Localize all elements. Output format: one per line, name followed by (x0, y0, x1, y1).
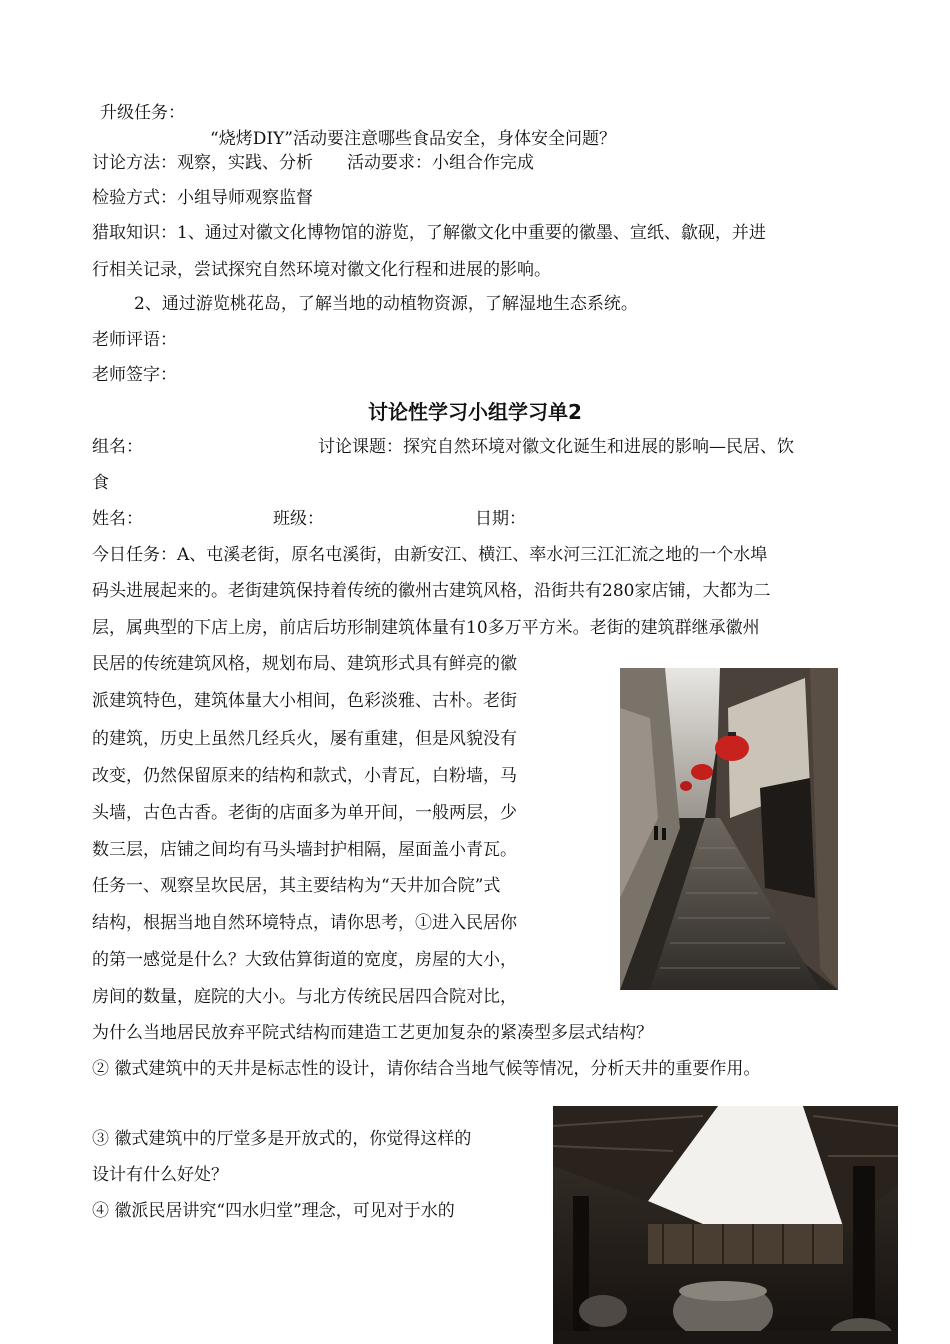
topic-line-2: 食 (92, 473, 109, 493)
today-task-line-6: 的建筑，历史上虽然几经兵火，屡有重建，但是风貌没有 (92, 729, 517, 749)
topic-line-1: 讨论课题：探究自然环境对徽文化诞生和进展的影响—民居、饮 (318, 437, 794, 457)
page-title: 讨论性学习小组学习单2 (368, 400, 582, 424)
question-2: ② 徽式建筑中的天井是标志性的设计，请你结合当地气候等情况，分析天井的重要作用。 (92, 1059, 761, 1079)
today-task-line-5: 派建筑特色，建筑体量大小相间，色彩淡雅、古朴。老街 (92, 691, 517, 711)
today-task-line-2: 码头进展起来的。老街建筑保持着传统的徽州古建筑风格，沿街共有280家店铺，大都为二 (92, 581, 771, 601)
today-task-line-7: 改变，仍然保留原来的结构和款式，小青瓦，白粉墙，马 (92, 766, 517, 786)
date-label: 日期： (475, 509, 526, 529)
task1-line-2: 结构，根据当地自然环境特点，请你思考，①进入民居你 (92, 913, 517, 933)
group-name-label: 组名： (92, 437, 143, 457)
upgrade-heading: 升级任务： (100, 103, 185, 123)
teacher-comment: 老师评语： (92, 330, 177, 350)
task1-line-5: 为什么当地居民放弃平院式结构而建造工艺更加复杂的紧凑型多层式结构？ (92, 1023, 653, 1043)
question-4: ④ 徽派民居讲究“四水归堂”理念，可见对于水的 (92, 1201, 455, 1221)
today-task-line-1: 今日任务：A、屯溪老街，原名屯溪街，由新安江、横江、率水河三江汇流之地的一个水埠 (92, 545, 768, 565)
today-task-line-3: 层，属典型的下店上房，前店后坊形制建筑体量有10多万平方米。老街的建筑群继承徽州 (92, 618, 760, 638)
task1-line-1: 任务一、观察呈坎民居，其主要结构为“天井加合院”式 (92, 876, 501, 896)
knowledge-item-2: 2、通过游览桃花岛，了解当地的动植物资源，了解湿地生态系统。 (134, 294, 638, 314)
today-task-line-4: 民居的传统建筑风格，规划布局、建筑形式具有鲜亮的徽 (92, 654, 517, 674)
upgrade-question: “烧烤DIY”活动要注意哪些食品安全，身体安全问题？ (210, 129, 616, 149)
discussion-method: 讨论方法：观察，实践、分析 活动要求：小组合作完成 (92, 153, 534, 173)
check-method: 检验方式：小组导师观察监督 (92, 188, 313, 208)
old-street-photo (620, 668, 838, 990)
question-3-line-2: 设计有什么好处？ (92, 1165, 228, 1185)
today-task-line-8: 头墙，古色古香。老街的店面多为单开间，一般两层，少 (92, 803, 517, 823)
task1-line-4: 房间的数量，庭院的大小。与北方传统民居四合院对比， (92, 987, 517, 1007)
courtyard-skywell-photo (553, 1106, 898, 1344)
teacher-signature: 老师签字： (92, 365, 177, 385)
today-task-line-9: 数三层，店铺之间均有马头墙封护相隔，屋面盖小青瓦。 (92, 840, 517, 860)
knowledge-item-1-line-1: 猎取知识：1、通过对徽文化博物馆的游览，了解徽文化中重要的徽墨、宣纸、歙砚，并进 (92, 223, 766, 243)
task1-line-3: 的第一感觉是什么？大致估算街道的宽度，房屋的大小， (92, 950, 517, 970)
knowledge-item-1-line-2: 行相关记录，尝试探究自然环境对徽文化行程和进展的影响。 (92, 260, 551, 280)
question-3-line-1: ③ 徽式建筑中的厅堂多是开放式的，你觉得这样的 (92, 1129, 472, 1149)
class-label: 班级： (273, 509, 324, 529)
student-name-label: 姓名： (92, 509, 143, 529)
